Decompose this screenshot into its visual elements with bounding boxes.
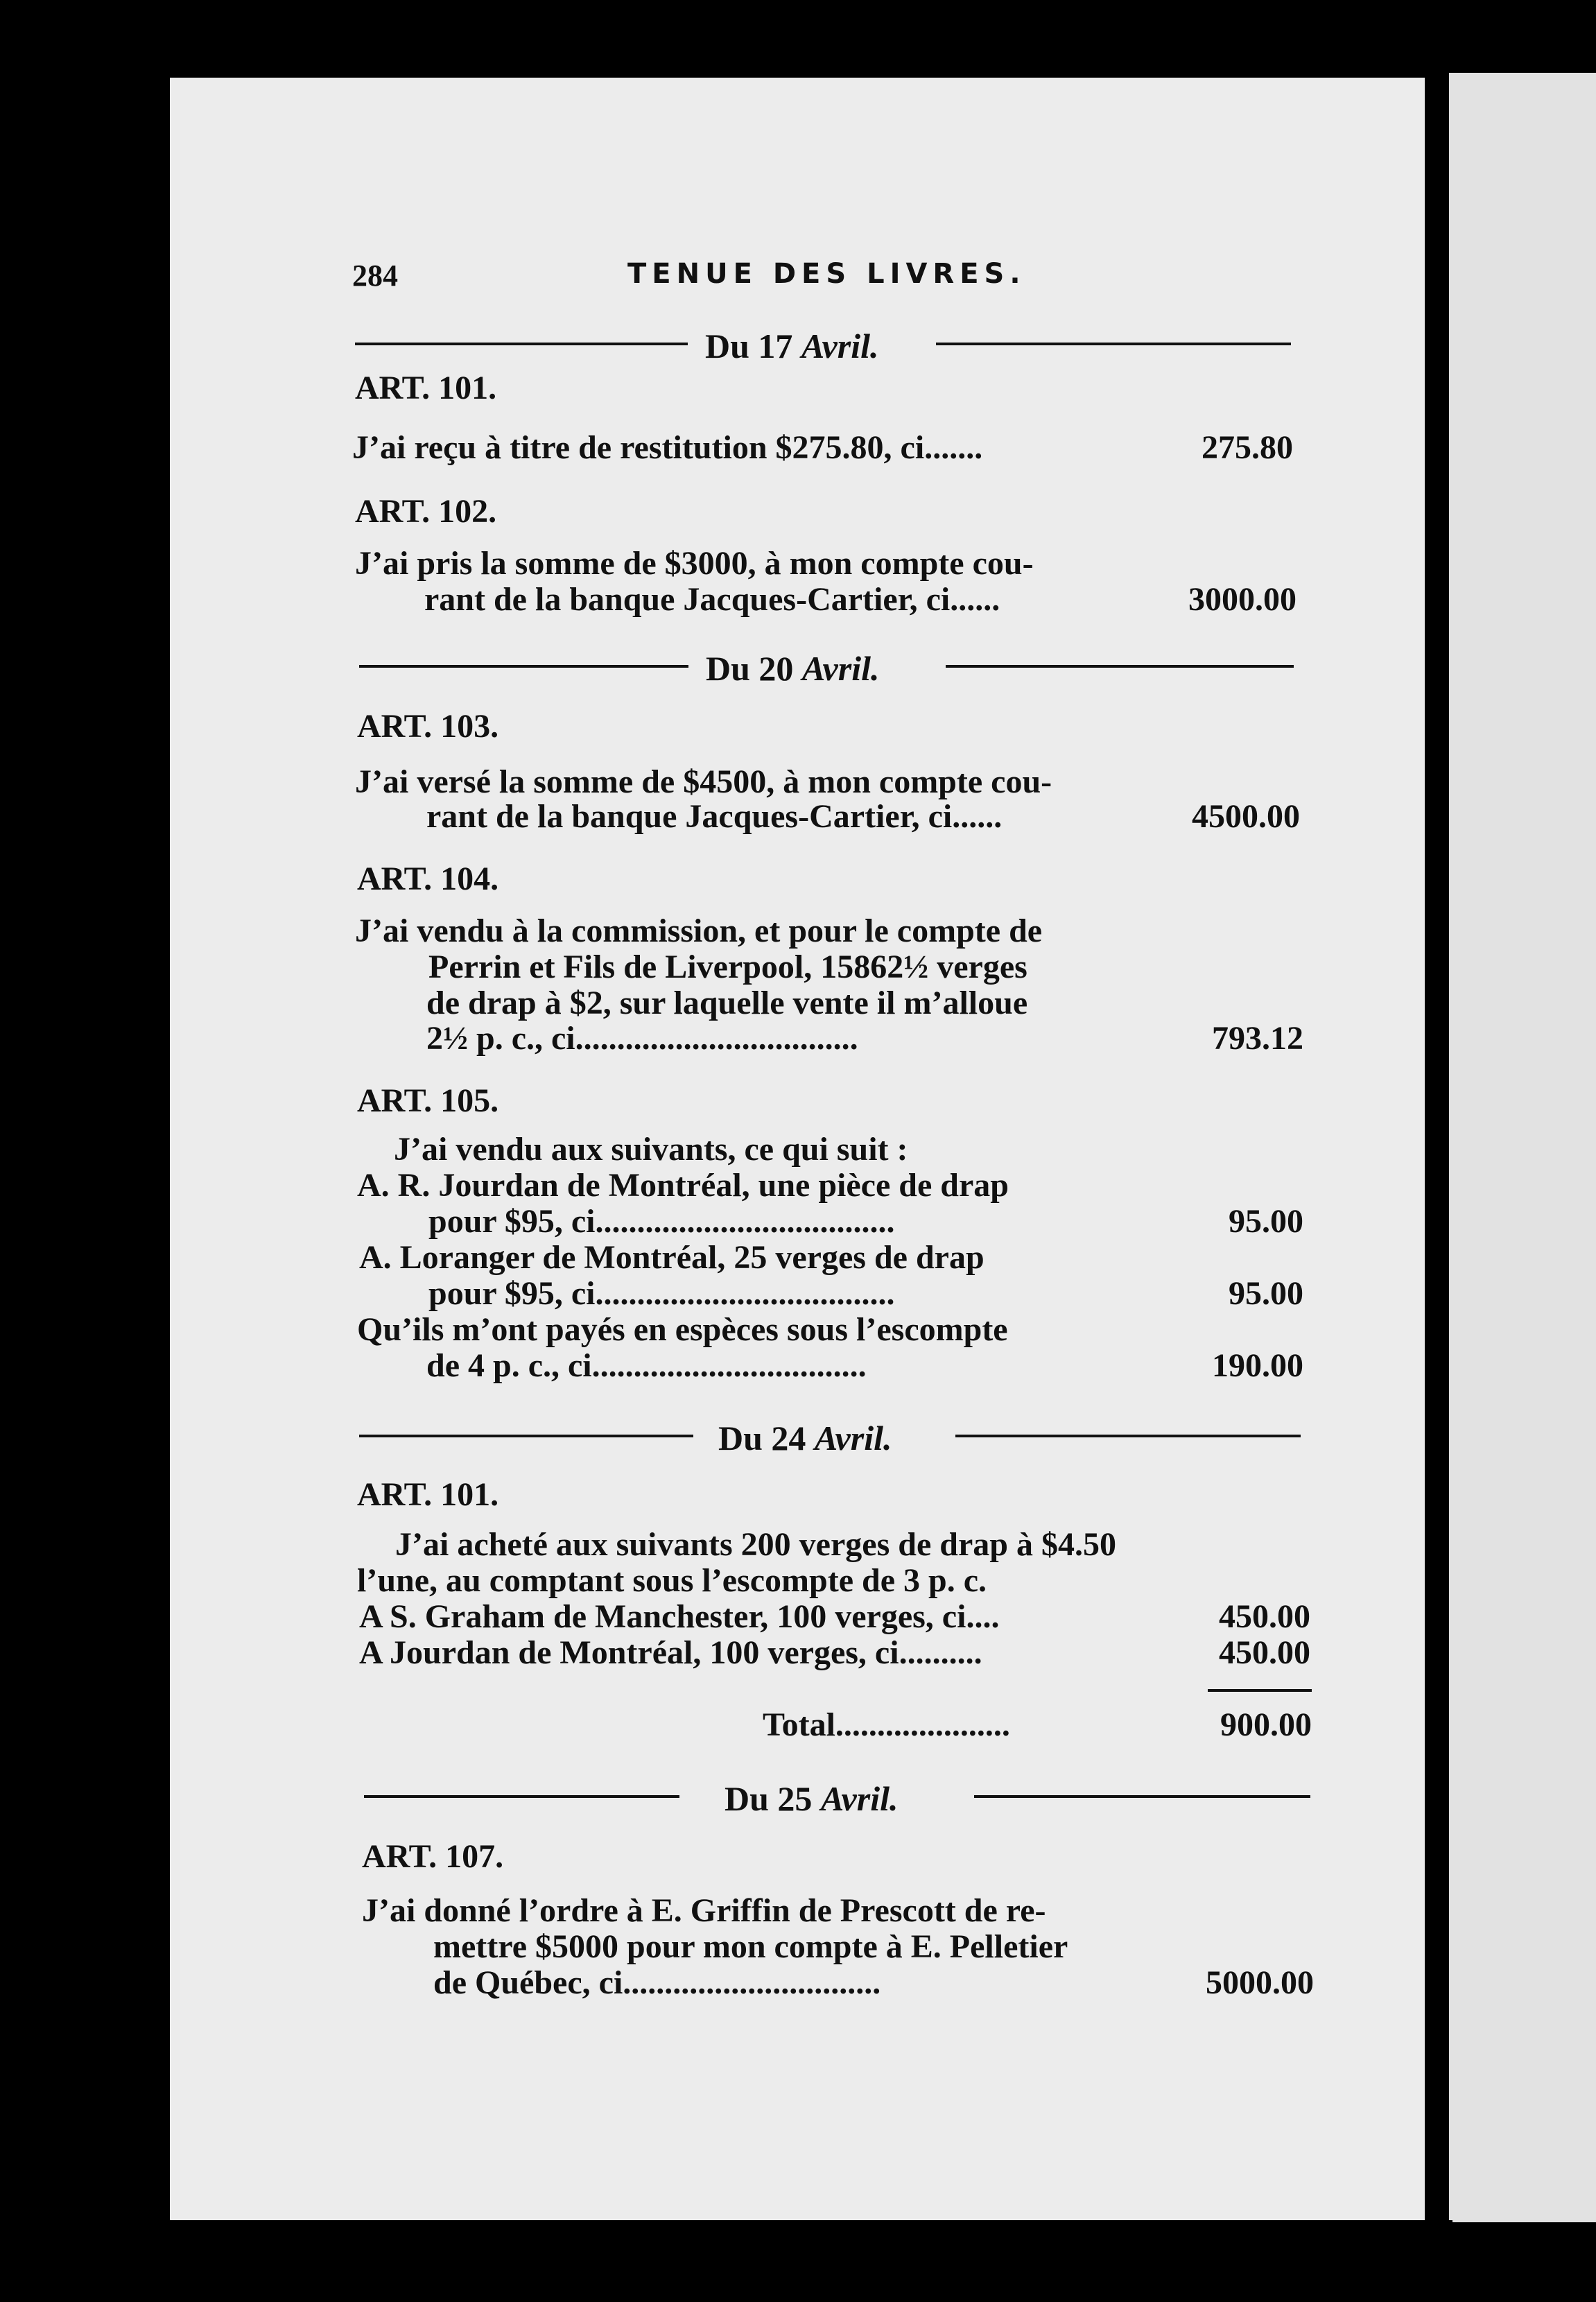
total-amount: 900.00	[1220, 1706, 1312, 1743]
rule-right	[946, 665, 1294, 668]
date-text: Du 24 Avril.	[718, 1419, 892, 1457]
entry-text: J’ai donné l’ordre à E. Griffin de Prescott de re-	[362, 1892, 1046, 1929]
adjacent-page-edge	[1449, 73, 1596, 2222]
date-heading-20-avril	[359, 648, 1294, 688]
entry-text: pour $95, ci....................................	[428, 1203, 895, 1240]
total-label: Total.....................	[763, 1706, 1010, 1743]
entry-text: de 4 p. c., ci.................................	[426, 1347, 867, 1384]
date-text: Du 20 Avril.	[706, 649, 880, 688]
article-label: ART. 105.	[357, 1082, 499, 1119]
rule-right	[955, 1435, 1301, 1437]
date-heading-17-avril	[355, 326, 1291, 365]
entry-text: Qu’ils m’ont payés en espèces sous l’escompte	[357, 1311, 1008, 1348]
entry-text: rant de la banque Jacques-Cartier, ci......	[424, 581, 1000, 618]
entry-amount: 5000.00	[1206, 1964, 1314, 2001]
rule-right	[936, 343, 1291, 345]
entry-text: de Québec, ci...............................	[433, 1964, 881, 2001]
page-gutter	[1425, 69, 1449, 2226]
entry-text: de drap à $2, sur laquelle vente il m’alloue	[426, 985, 1028, 1021]
rule-left	[355, 343, 688, 345]
rule-left	[359, 665, 688, 668]
entry-text: A. Loranger de Montréal, 25 verges de drap	[359, 1239, 985, 1276]
entry-amount: 190.00	[1212, 1347, 1303, 1384]
entry-amount: 450.00	[1219, 1598, 1310, 1635]
entry-text: A S. Graham de Manchester, 100 verges, ci....	[359, 1598, 1000, 1635]
scan-border	[170, 2220, 1452, 2302]
entry-text: rant de la banque Jacques-Cartier, ci......	[426, 798, 1003, 835]
date-heading-24-avril	[359, 1418, 1301, 1457]
article-label: ART. 104.	[357, 860, 499, 897]
article-label: ART. 101.	[355, 370, 497, 406]
rule-left	[364, 1795, 679, 1798]
entry-text: A Jourdan de Montréal, 100 verges, ci..........	[359, 1634, 982, 1671]
entry-amount: 95.00	[1229, 1275, 1303, 1312]
entry-text: J’ai versé la somme de $4500, à mon compte cou-	[355, 763, 1052, 800]
entry-amount: 95.00	[1229, 1203, 1303, 1240]
entry-text: Perrin et Fils de Liverpool, 15862½ verges	[428, 949, 1027, 985]
entry-text: pour $95, ci....................................	[428, 1275, 895, 1312]
entry-amount: 4500.00	[1192, 798, 1300, 835]
article-label: ART. 103.	[357, 708, 499, 745]
entry-text: A. R. Jourdan de Montréal, une pièce de drap	[357, 1167, 1009, 1204]
entry-amount: 3000.00	[1188, 581, 1296, 618]
entry-text: mettre $5000 pour mon compte à E. Pelletier	[433, 1928, 1068, 1965]
article-label: ART. 101.	[357, 1476, 499, 1513]
running-title: TENUE DES LIVRES.	[627, 258, 1026, 290]
page-number: 284	[352, 259, 398, 293]
entry-amount: 275.80	[1202, 429, 1293, 466]
entry-text: J’ai pris la somme de $3000, à mon compte cou-	[355, 545, 1034, 582]
article-label: ART. 102.	[355, 493, 497, 530]
rule-right	[974, 1795, 1310, 1798]
entry-text: 2½ p. c., ci..................................	[426, 1020, 858, 1057]
total-rule	[1208, 1689, 1312, 1692]
entry-text: J’ai vendu aux suivants, ce qui suit :	[394, 1131, 908, 1168]
date-text: Du 25 Avril.	[725, 1779, 899, 1818]
entry-text: l’une, au comptant sous l’escompte de 3 p. c.	[357, 1562, 987, 1599]
entry-text: J’ai reçu à titre de restitution $275.80, ci.......	[352, 429, 983, 466]
rule-left	[359, 1435, 693, 1437]
entry-amount: 450.00	[1219, 1634, 1310, 1671]
date-text: Du 17 Avril.	[705, 327, 879, 365]
article-label: ART. 107.	[362, 1838, 504, 1875]
entry-amount: 793.12	[1212, 1020, 1303, 1057]
entry-text: J’ai vendu à la commission, et pour le compte de	[355, 912, 1043, 949]
entry-text: J’ai acheté aux suivants 200 verges de drap à $4.50	[395, 1526, 1116, 1563]
date-heading-25-avril	[364, 1779, 1310, 1818]
